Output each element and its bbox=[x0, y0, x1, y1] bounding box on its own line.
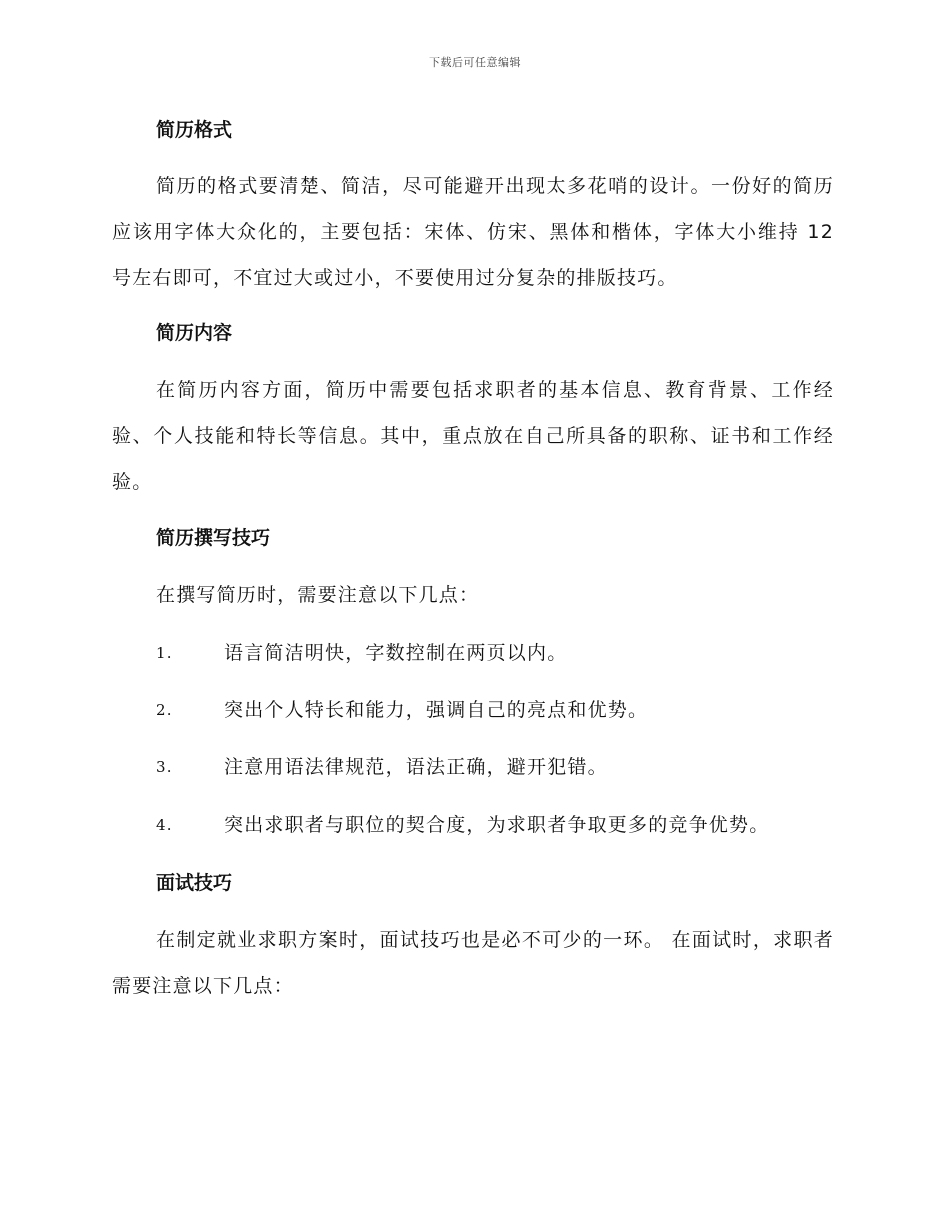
section-format-body bbox=[112, 163, 834, 301]
list-item bbox=[112, 751, 834, 783]
section-heading: 面试技巧 bbox=[156, 872, 233, 894]
section-interview-body bbox=[112, 917, 834, 1009]
list-item bbox=[112, 809, 834, 841]
section-heading: 简历撰写技巧 bbox=[156, 527, 271, 549]
list-text: 突出求职者与职位的契合度，为求职者争取更多的竞争优势。 bbox=[224, 814, 770, 836]
list-number: 3. bbox=[156, 758, 173, 776]
section-interview bbox=[112, 867, 834, 899]
section-content bbox=[112, 317, 834, 349]
list-number: 1. bbox=[156, 644, 173, 662]
section-content-body bbox=[112, 367, 834, 505]
section-format bbox=[112, 114, 834, 146]
section-writing bbox=[112, 522, 834, 554]
list-number: 2. bbox=[156, 701, 173, 719]
section-heading: 简历格式 bbox=[156, 119, 233, 141]
list-text: 注意用语法律规范，语法正确，避开犯错。 bbox=[224, 756, 608, 778]
section-intro: 在撰写简历时，需要注意以下几点： bbox=[156, 584, 480, 606]
list-number: 4. bbox=[156, 816, 173, 834]
section-paragraph: 在简历内容方面，简历中需要包括求职者的基本信息、教育背景、工作经验、个人技能和特长等信息。其中，重点放在自己所具备的职称、证书和工作经验。 bbox=[112, 379, 834, 493]
section-heading: 简历内容 bbox=[156, 322, 233, 344]
page-header: 下载后可任意编辑 bbox=[429, 56, 521, 69]
section-writing-intro bbox=[112, 579, 834, 611]
list-text: 突出个人特长和能力，强调自己的亮点和优势。 bbox=[224, 699, 649, 721]
list-item bbox=[112, 637, 834, 669]
list-item bbox=[112, 694, 834, 726]
list-text: 语言简洁明快，字数控制在两页以内。 bbox=[224, 642, 568, 664]
section-paragraph: 简历的格式要清楚、简洁，尽可能避开出现太多花哨的设计。一份好的简历应该用字体大众化的，主要包括：宋体、仿宋、黑体和楷体，字体大小维持 12 号左右即可，不宜过大或过小，不要使用过分复杂的排版技巧。 bbox=[112, 175, 834, 289]
section-paragraph: 在制定就业求职方案时，面试技巧也是必不可少的一环。 在面试时，求职者需要注意以下几点： bbox=[112, 929, 834, 997]
